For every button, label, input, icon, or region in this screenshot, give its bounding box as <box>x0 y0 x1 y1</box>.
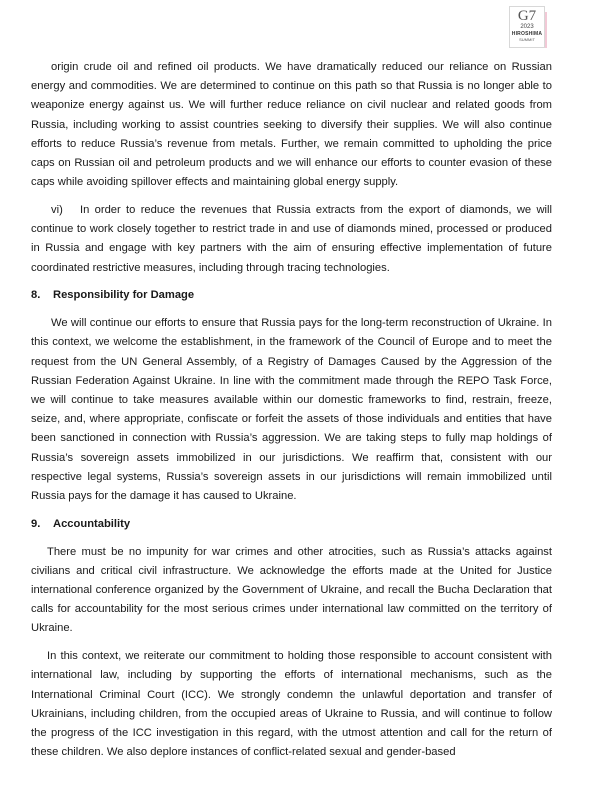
list-item-vi <box>31 201 552 278</box>
logo-summit: SUMMIT <box>519 37 535 42</box>
logo-g7-text: G7 <box>517 8 537 24</box>
list-marker-vi: vi) <box>51 204 63 217</box>
section-9-paragraph-2: In this context, we reiterate our commitment to holding those responsible to account consistent with international law, including by supporting the efforts of international mechanisms, such as the International Criminal Court (ICC). We strongly condemn the unlawful deportation and transfer of Ukrainians, including children, from the occupied areas of Ukraine to Russia, and will continue to follow the progress of the ICC investigation in this regard, with the utmost attention and call for the return of these children. We also deplore instances of conflict-related sexual and gender-based <box>31 650 552 759</box>
logo-year: 2023 <box>520 24 534 30</box>
section-8-number: 8. <box>31 289 41 302</box>
section-9-heading <box>31 515 552 534</box>
paragraph-continued: origin crude oil and refined oil products. We have dramatically reduced our reliance on Russian energy and commodities. We are determined to continue on this path so that Russia is no longer able to weaponize energy against us. We will further reduce reliance on civil nuclear and related goods from Russia, including working to assist countries seeking to diversify their supplies. We will also continue efforts to reduce Russia’s revenue from metals. Further, we remain committed to upholding the price caps on Russian oil and petroleum products and we will enhance our efforts to counter evasion of these caps while avoiding spillover effects and maintaining global energy supply. <box>31 61 552 189</box>
section-8-heading <box>31 286 552 305</box>
section-9-title: Accountability <box>53 517 131 530</box>
list-item-vi-text: In order to reduce the revenues that Russia extracts from the export of diamonds, we will continue to work closely together to restrict trade in and use of diamonds mined, processed or produced in Russia and engage with key partners with the aim of ensuring effective implementation of future coordinated restrictive measures, including through tracing technologies. <box>31 204 552 274</box>
section-9-paragraph-1: There must be no impunity for war crimes and other atrocities, such as Russia’s attacks against civilians and critical civil infrastructure. We acknowledge the efforts made at the United for Justice international conference organized by the Government of Ukraine, and recall the Bucha Declaration that calls for accountability for the most serious crimes under international law committed on the territory of Ukraine. <box>31 545 552 635</box>
document-body <box>31 58 552 762</box>
section-8-title: Responsibility for Damage <box>53 289 195 302</box>
section-8-paragraph: We will continue our efforts to ensure that Russia pays for the long-term reconstruction of Ukraine. In this context, we welcome the establishment, in the framework of the Council of Europe and to meet the request from the UN General Assembly, of a Registry of Damages Caused by the Aggression of the Russian Federation Against Ukraine. In line with the commitment made through the REPO Task Force, we will continue to take measures available within our domestic frameworks to find, restrain, freeze, seize, and, where appropriate, confiscate or forfeit the assets of those individuals and entities that have been sanctioned in connection with Russia’s aggression. We are taking steps to fully map holdings of Russia’s sovereign assets immobilized in our jurisdictions. We reaffirm that, consistent with our respective legal systems, Russia’s sovereign assets in our jurisdictions will remain immobilized until Russia pays for the damage it has caused to Ukraine. <box>31 317 552 503</box>
logo-city: HIROSHIMA <box>511 31 543 37</box>
section-9-number: 9. <box>31 517 41 530</box>
g7-hiroshima-logo <box>503 4 549 48</box>
logo-mark <box>509 6 545 48</box>
